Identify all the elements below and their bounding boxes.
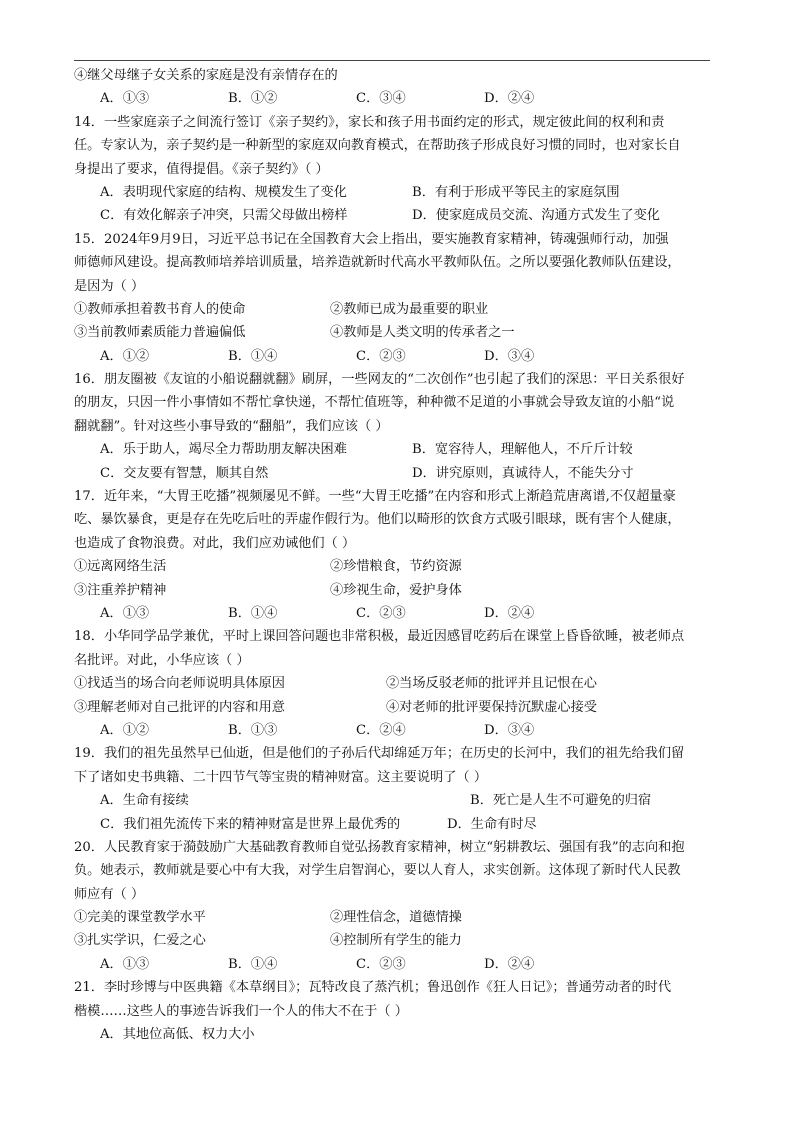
q14-option-c: C．有效化解亲子冲突，只需父母做出榜样: [100, 208, 348, 224]
q16-options-row-1: [74, 438, 720, 461]
q18-item-2: ②当场反驳老师的批评并且记恨在心: [386, 676, 597, 692]
q16-option-a: A．乐于助人，竭尽全力帮助朋友解决困难: [100, 442, 347, 458]
q20-options: [74, 953, 720, 976]
q15-items-row-2: [74, 321, 720, 344]
q19-option-c: C．我们祖先流传下来的精神财富是世界上最优秀的: [100, 816, 401, 832]
q20-option-b: B．①④: [228, 956, 278, 972]
q13-option-b: B．①②: [228, 91, 278, 107]
q15-item-2: ②教师已成为最重要的职业: [330, 301, 489, 317]
q16-stem-1: 16．朋友圈被《友谊的小船说翻就翻》刷屏，一些网友的“二次创作”也引起了我们的深思：平日关系很好: [74, 372, 685, 388]
header-rule: [74, 60, 710, 61]
q16-options-row-2: [74, 462, 720, 485]
q14-stem-1: 14．一些家庭亲子之间流行签订《亲子契约》，家长和孩子用书面约定的形式，规定彼此间的权利和责: [74, 114, 665, 130]
q17-items-row-2: [74, 579, 720, 602]
q18-item-3: ③理解老师对自己批评的内容和用意: [74, 699, 285, 715]
q20-items-row-2: [74, 929, 720, 952]
q15-options: [74, 345, 720, 368]
q19-stem-1: 19．我们的祖先虽然早已仙逝，但是他们的子孙后代却绵延万年；在历史的长河中，我们的祖先给我们留: [74, 746, 685, 762]
q16-stem-3: 翻就翻”。针对这些小事导致的“翻船”，我们应该（ ）: [74, 418, 389, 434]
q15-stem-1: 15．2024年9月9日，习近平总书记在全国教育大会上指出，要实施教育家精神，铸魂强师行动，加强: [74, 231, 669, 247]
q14-option-a: A．表明现代家庭的结构、规模发生了变化: [100, 184, 347, 200]
q15-item-4: ④教师是人类文明的传承者之一: [330, 325, 515, 341]
q14-option-d: D．使家庭成员交流、沟通方式发生了变化: [412, 208, 660, 224]
q17-item-2: ②珍惜粮食，节约资源: [330, 559, 462, 575]
q13-options: [74, 87, 720, 110]
q15-item-1: ①教师承担着教书育人的使命: [74, 301, 246, 317]
q18-option-d: D．③④: [484, 722, 535, 738]
q17-option-a: A．①③: [100, 605, 150, 621]
q21-stem-1: 21．李时珍博与中医典籍《本草纲目》；瓦特改良了蒸汽机；鲁迅创作《狂人日记》；普通劳动者的时代: [74, 980, 672, 996]
q18-stem-2: 名批评。对此，小华应该（ ）: [74, 652, 250, 668]
q18-option-c: C．②④: [356, 722, 406, 738]
q15-option-c: C．②③: [356, 348, 406, 364]
q19-options-row-2: [74, 813, 720, 836]
q19-options-row-1: [74, 789, 720, 812]
q16-option-b: B．宽容待人，理解他人，不斤斤计较: [412, 442, 633, 458]
q14-option-b: B．有利于形成平等民主的家庭氛围: [412, 184, 620, 200]
q20-stem-2: 负。她表示，教师就是要心中有大我，对学生启智润心，要以人育人，求实创新。这体现了新时代人民教: [74, 863, 681, 879]
q20-option-a: A．①③: [100, 956, 150, 972]
q17-item-1: ①远离网络生活: [74, 559, 167, 575]
q17-items-row-1: [74, 555, 720, 578]
q15-option-d: D．③④: [484, 348, 535, 364]
q14-stem-3: 身提出了要求，值得提倡。《亲子契约》（ ）: [74, 161, 329, 177]
q20-item-3: ③扎实学识，仁爱之心: [74, 933, 206, 949]
q13-option-a: A．①③: [100, 91, 150, 107]
q20-stem-3: 师应有（ ）: [74, 886, 145, 902]
q14-stem-2: 任。专家认为，亲子契约是一种新型的家庭双向教育模式，在帮助孩子形成良好习惯的同时，也对家长自: [74, 138, 681, 154]
q17-stem-3: 也造成了食物浪费。对此，我们应劝诫他们（ ）: [74, 535, 356, 551]
q15-item-3: ③当前教师素质能力普遍偏低: [74, 325, 246, 341]
q20-item-4: ④控制所有学生的能力: [330, 933, 462, 949]
q13-option-c: C．③④: [356, 91, 406, 107]
q17-option-c: C．②③: [356, 605, 406, 621]
q18-items-row-1: [74, 672, 720, 695]
q15-option-b: B．①④: [228, 348, 278, 364]
q18-options: [74, 719, 720, 742]
q14-options-row-2: [74, 204, 720, 227]
q16-option-c: C．交友要有智慧，顺其自然: [100, 465, 269, 481]
q17-item-3: ③注重养护精神: [74, 582, 167, 598]
q19-option-d: D．生命有时尽: [447, 816, 537, 832]
q18-stem-1: 18．小华同学品学兼优，平时上课回答问题也非常积极，最近因感冒吃药后在课堂上昏昏欲睡，被老师点: [74, 629, 685, 645]
q20-item-1: ①完美的课堂教学水平: [74, 910, 206, 926]
q13-item-4: ④继父母继子女关系的家庭是没有亲情存在的: [74, 68, 338, 83]
q17-option-d: D．②④: [484, 605, 535, 621]
q19-stem-2: 下了诸如史书典籍、二十四节气等宝贵的精神财富。这主要说明了（ ）: [74, 769, 488, 785]
q17-options: [74, 602, 720, 625]
q18-item-1: ①找适当的场合向老师说明具体原因: [74, 676, 285, 692]
q18-option-b: B．①③: [228, 722, 278, 738]
q17-stem-2: 吃、暴饮暴食，更是存在先吃后吐的弄虚作假行为。他们以畸形的饮食方式吸引眼球，既有害个人健康，: [74, 512, 681, 528]
q20-item-2: ②理性信念，道德情操: [330, 910, 462, 926]
q14-options-row-1: [74, 181, 720, 204]
q20-stem-1: 20．人民教育家于漪鼓励广大基础教育教师自觉弘扬教育家精神，树立“躬耕教坛、强国有我”的志向和抱: [74, 839, 685, 855]
q20-items-row-1: [74, 906, 720, 929]
q18-item-4: ④对老师的批评要保持沉默虚心接受: [386, 699, 597, 715]
q17-stem-1: 17．近年来，“大胃王吃播”视频屡见不鲜。一些“大胃王吃播”在内容和形式上渐趋荒唐离谱,不仅超量豪: [74, 489, 676, 505]
q20-option-c: C．②③: [356, 956, 406, 972]
exam-page: [74, 64, 720, 1046]
q16-stem-2: 的朋友，只因一件小事情如不帮忙拿快递，不帮忙值班等，种种微不足道的小事就会导致友谊的小船“说: [74, 395, 675, 411]
q15-stem-2: 师德师风建设。提高教师培养培训质量，培养造就新时代高水平教师队伍。之所以要强化教师队伍建设，: [74, 255, 681, 271]
q15-option-a: A．①②: [100, 348, 150, 364]
q18-items-row-2: [74, 696, 720, 719]
q17-item-4: ④珍视生命，爱护身体: [330, 582, 462, 598]
q13-option-d: D．②④: [484, 91, 535, 107]
q16-option-d: D．讲究原则，真诚待人，不能失分寸: [412, 465, 634, 481]
q15-stem-3: 是因为（ ）: [74, 278, 145, 294]
q15-items-row-1: [74, 298, 720, 321]
q21-option-a: A．其地位高低、权力大小: [100, 1027, 255, 1043]
q18-option-a: A．①②: [100, 722, 150, 738]
q19-option-b: B．死亡是人生不可避免的归宿: [470, 793, 652, 809]
q19-option-a: A．生命有接续: [100, 793, 189, 809]
q21-stem-2: 楷模……这些人的事迹告诉我们一个人的伟大不在于（ ）: [74, 1003, 408, 1019]
q17-option-b: B．①④: [228, 605, 278, 621]
q20-option-d: D．②④: [484, 956, 535, 972]
